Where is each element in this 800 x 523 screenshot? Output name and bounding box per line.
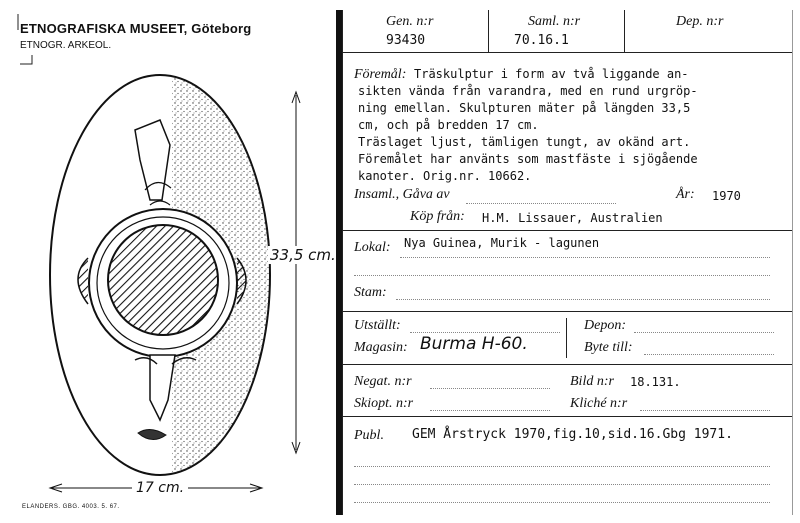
byte-label: Byte till: — [584, 340, 633, 355]
saml-value: 70.16.1 — [514, 33, 569, 48]
foremal-line: sikten vända från varandra, med en rund urgröp- — [358, 84, 698, 98]
dep-label: Dep. n:r — [676, 14, 724, 29]
kop-value: H.M. Lissauer, Australien — [482, 211, 663, 225]
department-label: ETNOGR. ARKEOL. — [20, 40, 112, 51]
ar-label: År: — [676, 187, 695, 202]
foremal-line: ning emellan. Skulpturen mäter på längden 33,5 — [358, 101, 691, 115]
magasin-value: Burma H-60. — [420, 334, 528, 354]
foremal-line: kanoter. Orig.nr. 10662. — [358, 169, 532, 183]
bild-label: Bild n:r — [570, 374, 614, 389]
bild-value: 18.131. — [630, 375, 681, 389]
gen-value: 93430 — [386, 33, 426, 48]
height-label: 33,5 cm. — [270, 246, 336, 264]
foremal-label: Föremål: — [354, 67, 407, 82]
foremal-line: Föremålet har använts som mastfäste i sjögående — [358, 152, 698, 166]
width-label: 17 cm. — [132, 480, 188, 496]
kop-label: Köp från: — [410, 209, 465, 224]
institution-name: ETNOGRAFISKA MUSEET, Göteborg — [20, 21, 252, 36]
kliche-label: Kliché n:r — [570, 396, 628, 411]
saml-label: Saml. n:r — [528, 14, 581, 29]
lokal-value: Nya Guinea, Murik - lagunen — [404, 236, 600, 250]
negat-label: Negat. n:r — [354, 374, 412, 389]
utstallt-label: Utställt: — [354, 318, 401, 333]
foremal-line: cm, och på bredden 17 cm. — [358, 118, 539, 132]
skiopt-label: Skiopt. n:r — [354, 396, 414, 411]
gen-label: Gen. n:r — [386, 14, 434, 29]
printer-note: ELANDERS. GBG. 4003. 5. 67. — [22, 504, 120, 510]
foremal-line: Träslaget ljust, tämligen tungt, av okänd art. — [358, 135, 691, 149]
publ-value: GEM Årstryck 1970,fig.10,sid.16.Gbg 1971. — [412, 427, 733, 442]
central-hollow — [108, 225, 218, 335]
foremal-line: Träskulptur i form av två liggande an- — [414, 67, 689, 81]
magasin-label: Magasin: — [354, 340, 408, 355]
insaml-label: Insaml., Gåva av — [354, 187, 450, 202]
depon-label: Depon: — [584, 318, 626, 333]
stam-label: Stam: — [354, 285, 387, 300]
publ-label: Publ. — [354, 428, 384, 443]
ar-value: 1970 — [712, 189, 741, 203]
lokal-label: Lokal: — [354, 240, 391, 255]
